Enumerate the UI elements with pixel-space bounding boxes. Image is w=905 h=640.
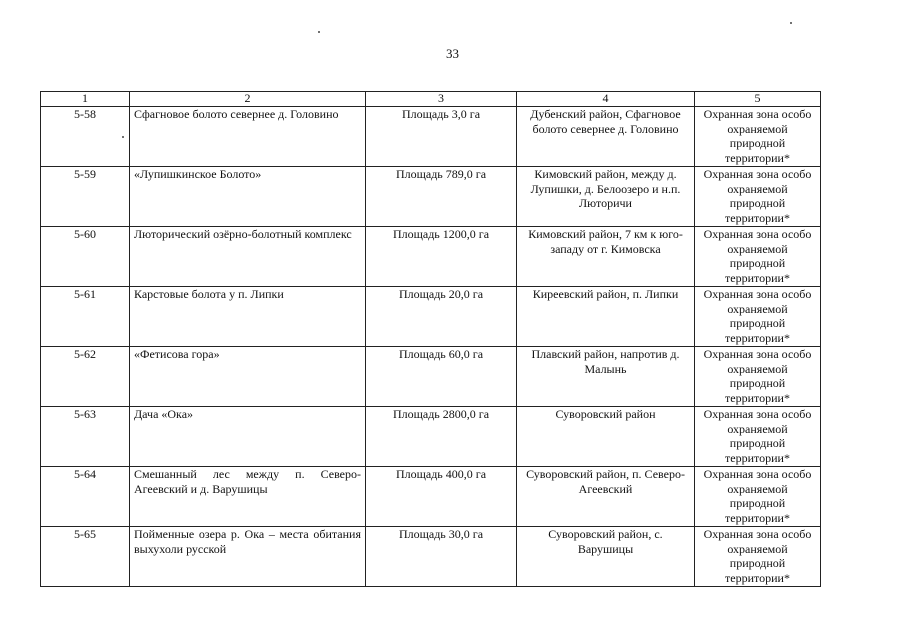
object-status: Охранная зона особо охраняемой природной территории* <box>695 407 821 467</box>
page-number: 33 <box>446 46 459 61</box>
object-name: Смешанный лес между п. Северо-Агеевский и д. Варушицы <box>130 467 366 527</box>
column-header: 5 <box>695 92 821 107</box>
object-area: Площадь 789,0 га <box>366 167 517 227</box>
object-status: Охранная зона особо охраняемой природной территории* <box>695 527 821 587</box>
object-name: Сфагновое болото севернее д. Головино <box>130 107 366 167</box>
object-area: Площадь 60,0 га <box>366 347 517 407</box>
object-name: Карстовые болота у п. Липки <box>130 287 366 347</box>
object-location: Дубенский район, Сфагновое болото севернее д. Головино <box>517 107 695 167</box>
object-area: Площадь 400,0 га <box>366 467 517 527</box>
row-number: 5-61 <box>41 287 130 347</box>
scan-speck <box>790 22 792 24</box>
row-number: 5-62 <box>41 347 130 407</box>
table-row <box>41 287 821 347</box>
table-row <box>41 527 821 587</box>
object-location: Кимовский район, между д. Лупишки, д. Белоозеро и н.п. Люторичи <box>517 167 695 227</box>
column-header: 1 <box>41 92 130 107</box>
table-row <box>41 467 821 527</box>
row-number: 5-59 <box>41 167 130 227</box>
object-area: Площадь 20,0 га <box>366 287 517 347</box>
object-area: Площадь 2800,0 га <box>366 407 517 467</box>
object-location: Суворовский район, с. Варушицы <box>517 527 695 587</box>
table-row <box>41 227 821 287</box>
object-name: «Лупишкинское Болото» <box>130 167 366 227</box>
object-name: «Фетисова гора» <box>130 347 366 407</box>
table-row <box>41 347 821 407</box>
header-row <box>41 92 821 107</box>
column-header: 4 <box>517 92 695 107</box>
table-row <box>41 107 821 167</box>
object-location: Суворовский район <box>517 407 695 467</box>
table-row <box>41 407 821 467</box>
column-header: 2 <box>130 92 366 107</box>
object-status: Охранная зона особо охраняемой природной территории* <box>695 467 821 527</box>
row-number: 5-60 <box>41 227 130 287</box>
object-area: Площадь 3,0 га <box>366 107 517 167</box>
object-name: Пойменные озера р. Ока – места обитания выхухоли русской <box>130 527 366 587</box>
object-location: Плавский район, напротив д. Малынь <box>517 347 695 407</box>
table-row <box>41 167 821 227</box>
object-area: Площадь 1200,0 га <box>366 227 517 287</box>
object-area: Площадь 30,0 га <box>366 527 517 587</box>
object-location: Суворовский район, п. Северо-Агеевский <box>517 467 695 527</box>
object-name: Дача «Ока» <box>130 407 366 467</box>
object-status: Охранная зона особо охраняемой природной территории* <box>695 287 821 347</box>
object-status: Охранная зона особо охраняемой природной территории* <box>695 227 821 287</box>
object-location: Киреевский район, п. Липки <box>517 287 695 347</box>
scan-speck <box>318 31 320 33</box>
row-number: 5-65 <box>41 527 130 587</box>
object-status: Охранная зона особо охраняемой природной территории* <box>695 167 821 227</box>
object-location: Кимовский район, 7 км к юго-западу от г. Кимовска <box>517 227 695 287</box>
row-number: 5-58 <box>41 107 130 167</box>
row-number: 5-64 <box>41 467 130 527</box>
column-header: 3 <box>366 92 517 107</box>
object-status: Охранная зона особо охраняемой природной территории* <box>695 347 821 407</box>
object-status: Охранная зона особо охраняемой природной территории* <box>695 107 821 167</box>
object-name: Люторический озёрно-болотный комплекс <box>130 227 366 287</box>
register-table <box>40 91 821 587</box>
row-number: 5-63 <box>41 407 130 467</box>
